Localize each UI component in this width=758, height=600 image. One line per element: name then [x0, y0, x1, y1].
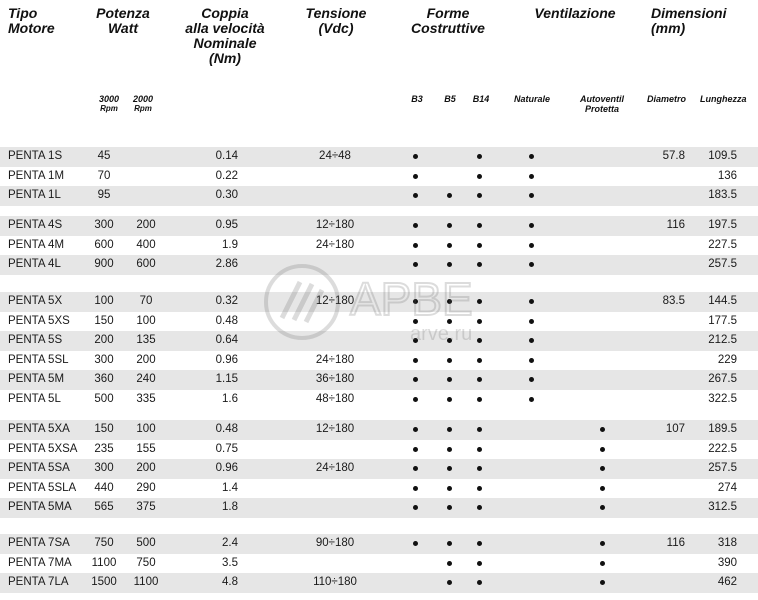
dot-b3	[413, 447, 418, 452]
cell-tensione: 24÷180	[315, 462, 355, 475]
header-line: (Vdc)	[318, 20, 354, 36]
cell-w3000: 360	[94, 373, 114, 386]
cell-lunghezza: 109.5	[708, 150, 737, 162]
subheader-line: Rpm	[134, 104, 152, 113]
cell-model: PENTA 7LA	[8, 576, 69, 589]
dot-b5	[447, 377, 452, 382]
cell-model: PENTA 5XA	[8, 423, 70, 435]
dot-b3	[413, 377, 418, 382]
cell-w3000: 440	[94, 481, 114, 494]
dot-b5	[447, 299, 452, 304]
cell-tensione: 12÷180	[315, 423, 355, 435]
dot-autoventil	[600, 541, 605, 546]
dot-b14	[477, 299, 482, 304]
cell-coppia: 0.48	[215, 423, 238, 435]
dot-b3	[413, 358, 418, 363]
table-row	[0, 312, 758, 332]
cell-model: PENTA 1M	[8, 169, 65, 182]
cell-lunghezza: 197.5	[708, 219, 737, 231]
cell-w2000: 200	[136, 462, 156, 475]
cell-diametro: 107	[665, 423, 685, 435]
cell-lunghezza: 227.5	[708, 238, 737, 251]
dot-b14	[477, 486, 482, 491]
dot-naturale	[529, 154, 534, 159]
cell-w2000: 335	[136, 393, 156, 405]
cell-w2000: 200	[136, 353, 156, 366]
cell-diametro: 116	[666, 219, 685, 231]
subheader-naturale: Naturale	[513, 94, 550, 104]
cell-tensione: 36÷180	[315, 373, 355, 386]
cell-coppia: 1.8	[222, 501, 238, 514]
dot-b3	[413, 397, 418, 402]
dot-b14	[477, 243, 482, 248]
dot-autoventil	[600, 447, 605, 452]
dot-autoventil	[600, 580, 605, 585]
dot-b14	[477, 223, 482, 228]
dot-b14	[477, 154, 482, 159]
subheader-b14: B14	[472, 94, 490, 104]
dot-b3	[413, 154, 418, 159]
cell-tensione: 24÷48	[319, 150, 351, 162]
cell-model: PENTA 5XSA	[8, 442, 78, 455]
dot-b14	[477, 358, 482, 363]
cell-w2000: 290	[136, 481, 156, 494]
dot-autoventil	[600, 505, 605, 510]
cell-model: PENTA 4S	[8, 219, 63, 231]
cell-tensione: 24÷180	[315, 238, 355, 251]
subheader-autoventil	[570, 94, 634, 114]
cell-lunghezza: 136	[717, 169, 737, 182]
watermark-url: arve.ru	[410, 323, 473, 345]
cell-coppia: 4.8	[222, 576, 238, 589]
cell-coppia: 1.6	[222, 393, 238, 405]
dot-b14	[477, 561, 482, 566]
dot-b14	[477, 174, 482, 179]
cell-coppia: 0.30	[215, 189, 238, 202]
cell-tensione: 110÷180	[313, 576, 357, 589]
cell-w2000: 750	[136, 556, 156, 569]
table-row	[0, 351, 758, 371]
cell-tensione: 12÷180	[315, 295, 355, 307]
cell-lunghezza: 183.5	[708, 189, 737, 202]
dot-naturale	[529, 193, 534, 198]
dot-b5	[447, 580, 452, 585]
cell-w2000: 70	[139, 295, 153, 307]
subheader-line: 2000	[132, 94, 154, 104]
cell-coppia: 3.5	[222, 556, 238, 569]
subheader-rpm2000	[126, 94, 160, 114]
cell-lunghezza: 177.5	[708, 314, 737, 327]
header-line: Potenza	[96, 5, 150, 21]
cell-model: PENTA 4M	[8, 238, 65, 251]
cell-lunghezza: 312.5	[708, 501, 737, 514]
cell-diametro: 83.5	[662, 295, 685, 307]
cell-w3000: 45	[97, 150, 111, 162]
dot-b3	[413, 505, 418, 510]
cell-lunghezza: 390	[717, 556, 737, 569]
cell-model: PENTA 1L	[8, 189, 61, 202]
cell-model: PENTA 5MA	[8, 501, 72, 514]
cell-w3000: 235	[94, 442, 114, 455]
cell-lunghezza: 189.5	[708, 423, 737, 435]
dot-b5	[447, 193, 452, 198]
cell-lunghezza: 229	[717, 353, 737, 366]
table-row	[0, 167, 758, 187]
cell-w2000: 100	[136, 314, 156, 327]
header-line: Costruttive	[411, 20, 485, 36]
cell-tensione: 12÷180	[315, 219, 355, 231]
dot-b5	[447, 427, 452, 432]
dot-b3	[413, 338, 418, 343]
cell-w2000: 500	[136, 537, 156, 549]
cell-w2000: 155	[136, 442, 156, 455]
subheader-line: Protetta	[584, 104, 619, 114]
table-row	[0, 390, 758, 410]
cell-w3000: 70	[97, 169, 111, 182]
cell-coppia: 0.96	[215, 462, 238, 475]
dot-b14	[477, 397, 482, 402]
header-line: Tensione	[305, 5, 367, 21]
dot-b3	[413, 174, 418, 179]
header-line: (Nm)	[209, 50, 241, 66]
header-line: alla velocità	[185, 20, 265, 36]
header-line: Dimensioni	[651, 5, 727, 21]
cell-w2000: 240	[136, 373, 156, 386]
dot-naturale	[529, 377, 534, 382]
header-line: Motore	[8, 20, 55, 36]
cell-coppia: 1.9	[222, 238, 238, 251]
header-tipo-motore	[8, 6, 55, 36]
cell-model: PENTA 5XS	[8, 314, 70, 327]
dot-naturale	[529, 299, 534, 304]
cell-coppia: 0.14	[215, 150, 238, 162]
dot-b14	[477, 541, 482, 546]
cell-model: PENTA 5X	[8, 295, 63, 307]
cell-coppia: 0.48	[215, 314, 238, 327]
dot-b3	[413, 466, 418, 471]
table-row	[0, 186, 758, 206]
dot-b3	[413, 193, 418, 198]
header-tensione	[296, 6, 376, 36]
subheader-line: Rpm	[100, 104, 118, 113]
subheader-line: 3000	[98, 94, 120, 104]
dot-b3	[413, 427, 418, 432]
subheader-rpm3000	[92, 94, 126, 114]
dot-b5	[447, 243, 452, 248]
header-forme	[400, 6, 496, 36]
dot-autoventil	[600, 486, 605, 491]
cell-tensione: 48÷180	[315, 393, 355, 405]
dot-b5	[447, 319, 452, 324]
dot-b5	[447, 358, 452, 363]
dot-b5	[447, 338, 452, 343]
dot-autoventil	[600, 466, 605, 471]
dot-autoventil	[600, 427, 605, 432]
cell-coppia: 1.4	[222, 481, 238, 494]
cell-coppia: 0.75	[215, 442, 238, 455]
cell-lunghezza: 144.5	[708, 295, 737, 307]
cell-coppia: 0.95	[215, 219, 238, 231]
dot-b14	[477, 262, 482, 267]
subheader-line: Autoventil	[580, 94, 624, 104]
cell-lunghezza: 462	[717, 576, 737, 589]
dot-b5	[447, 466, 452, 471]
dot-naturale	[529, 243, 534, 248]
header-ventilazione	[520, 6, 630, 21]
cell-w3000: 565	[94, 501, 114, 514]
dot-autoventil	[600, 561, 605, 566]
table-row	[0, 292, 758, 312]
dot-b5	[447, 541, 452, 546]
cell-model: PENTA 5S	[8, 334, 63, 347]
cell-w3000: 200	[94, 334, 114, 347]
cell-w3000: 300	[94, 462, 114, 475]
dot-b3	[413, 486, 418, 491]
dot-naturale	[529, 223, 534, 228]
cell-w3000: 300	[94, 353, 114, 366]
header-potenza	[88, 6, 158, 36]
dot-b3	[413, 262, 418, 267]
dot-naturale	[529, 262, 534, 267]
cell-coppia: 2.4	[222, 537, 238, 549]
cell-model: PENTA 1S	[8, 150, 63, 162]
header-line: Forme	[426, 5, 470, 21]
cell-coppia: 0.32	[215, 295, 238, 307]
cell-diametro: 57.8	[662, 150, 685, 162]
dot-b14	[477, 505, 482, 510]
cell-w3000: 600	[94, 238, 114, 251]
cell-model: PENTA 5L	[8, 393, 61, 405]
cell-w3000: 1500	[91, 576, 117, 589]
dot-b14	[477, 338, 482, 343]
dot-b5	[447, 486, 452, 491]
cell-w3000: 1100	[91, 556, 117, 569]
dot-naturale	[529, 397, 534, 402]
cell-w3000: 95	[97, 189, 111, 202]
subheader-diametro: Diametro	[647, 94, 687, 104]
table-row	[0, 236, 758, 256]
table-row	[0, 255, 758, 275]
dot-b5	[447, 505, 452, 510]
cell-w2000: 400	[136, 238, 156, 251]
header-line: Watt	[107, 20, 139, 36]
dot-b3	[413, 243, 418, 248]
dot-b5	[447, 223, 452, 228]
cell-w3000: 150	[94, 314, 114, 327]
cell-w2000: 135	[136, 334, 156, 347]
header-line: Coppia	[201, 5, 249, 21]
cell-diametro: 116	[666, 537, 685, 549]
dot-b14	[477, 447, 482, 452]
cell-lunghezza: 257.5	[708, 258, 737, 271]
cell-coppia: 1.15	[215, 373, 238, 386]
cell-model: PENTA 5SLA	[8, 481, 77, 494]
dot-b14	[477, 427, 482, 432]
table-row	[0, 440, 758, 460]
dot-b14	[477, 319, 482, 324]
table-row	[0, 498, 758, 518]
cell-coppia: 0.64	[215, 334, 238, 347]
subheader-b5: B5	[444, 94, 456, 104]
table-row	[0, 573, 758, 593]
cell-coppia: 2.86	[215, 258, 238, 271]
dot-b5	[447, 397, 452, 402]
cell-w2000: 600	[136, 258, 156, 271]
header-line: (mm)	[651, 20, 686, 36]
dot-b14	[477, 193, 482, 198]
dot-naturale	[529, 358, 534, 363]
subheader-b3: B3	[411, 94, 423, 104]
cell-w3000: 100	[94, 295, 114, 307]
cell-tensione: 90÷180	[315, 537, 355, 549]
cell-tensione: 24÷180	[315, 353, 355, 366]
cell-w3000: 500	[94, 393, 114, 405]
cell-coppia: 0.22	[215, 169, 238, 182]
dot-b14	[477, 466, 482, 471]
dot-b14	[477, 580, 482, 585]
header-line: Nominale	[193, 35, 257, 51]
cell-w3000: 750	[94, 537, 114, 549]
cell-w2000: 1100	[133, 576, 159, 589]
dot-b3	[413, 541, 418, 546]
table-row	[0, 420, 758, 440]
header-coppia	[170, 6, 280, 66]
table-row	[0, 147, 758, 167]
cell-lunghezza: 257.5	[708, 462, 737, 475]
table-row	[0, 554, 758, 574]
table-row	[0, 479, 758, 499]
dot-b5	[447, 262, 452, 267]
cell-w3000: 900	[94, 258, 114, 271]
cell-lunghezza: 267.5	[708, 373, 737, 386]
table-row	[0, 370, 758, 390]
dot-naturale	[529, 319, 534, 324]
dot-naturale	[529, 174, 534, 179]
dot-b3	[413, 223, 418, 228]
cell-w2000: 200	[136, 219, 156, 231]
watermark-text: АРВЕ	[350, 273, 473, 325]
cell-w3000: 150	[94, 423, 114, 435]
dot-b5	[447, 561, 452, 566]
subheader-lunghezza: Lunghezza	[700, 94, 747, 104]
cell-w2000: 375	[136, 501, 156, 514]
cell-model: PENTA 7MA	[8, 556, 72, 569]
header-line: Ventilazione	[534, 5, 616, 21]
cell-model: PENTA 5SA	[8, 462, 70, 475]
cell-model: PENTA 5M	[8, 373, 65, 386]
cell-model: PENTA 4L	[8, 258, 61, 271]
cell-coppia: 0.96	[215, 353, 238, 366]
cell-w3000: 300	[94, 219, 114, 231]
dot-naturale	[529, 338, 534, 343]
cell-lunghezza: 222.5	[708, 442, 737, 455]
dot-b5	[447, 447, 452, 452]
header-dimensioni	[651, 6, 726, 36]
dot-b14	[477, 377, 482, 382]
cell-lunghezza: 322.5	[708, 393, 737, 405]
header-line: Tipo	[8, 5, 38, 21]
cell-model: PENTA 7SA	[8, 537, 70, 549]
cell-lunghezza: 318	[717, 537, 737, 549]
dot-b3	[413, 299, 418, 304]
cell-model: PENTA 5SL	[8, 353, 69, 366]
table-row	[0, 534, 758, 554]
cell-lunghezza: 212.5	[708, 334, 737, 347]
cell-w2000: 100	[136, 423, 156, 435]
dot-b3	[413, 319, 418, 324]
table-row	[0, 216, 758, 236]
cell-lunghezza: 274	[717, 481, 737, 494]
table-row	[0, 331, 758, 351]
table-row	[0, 459, 758, 479]
